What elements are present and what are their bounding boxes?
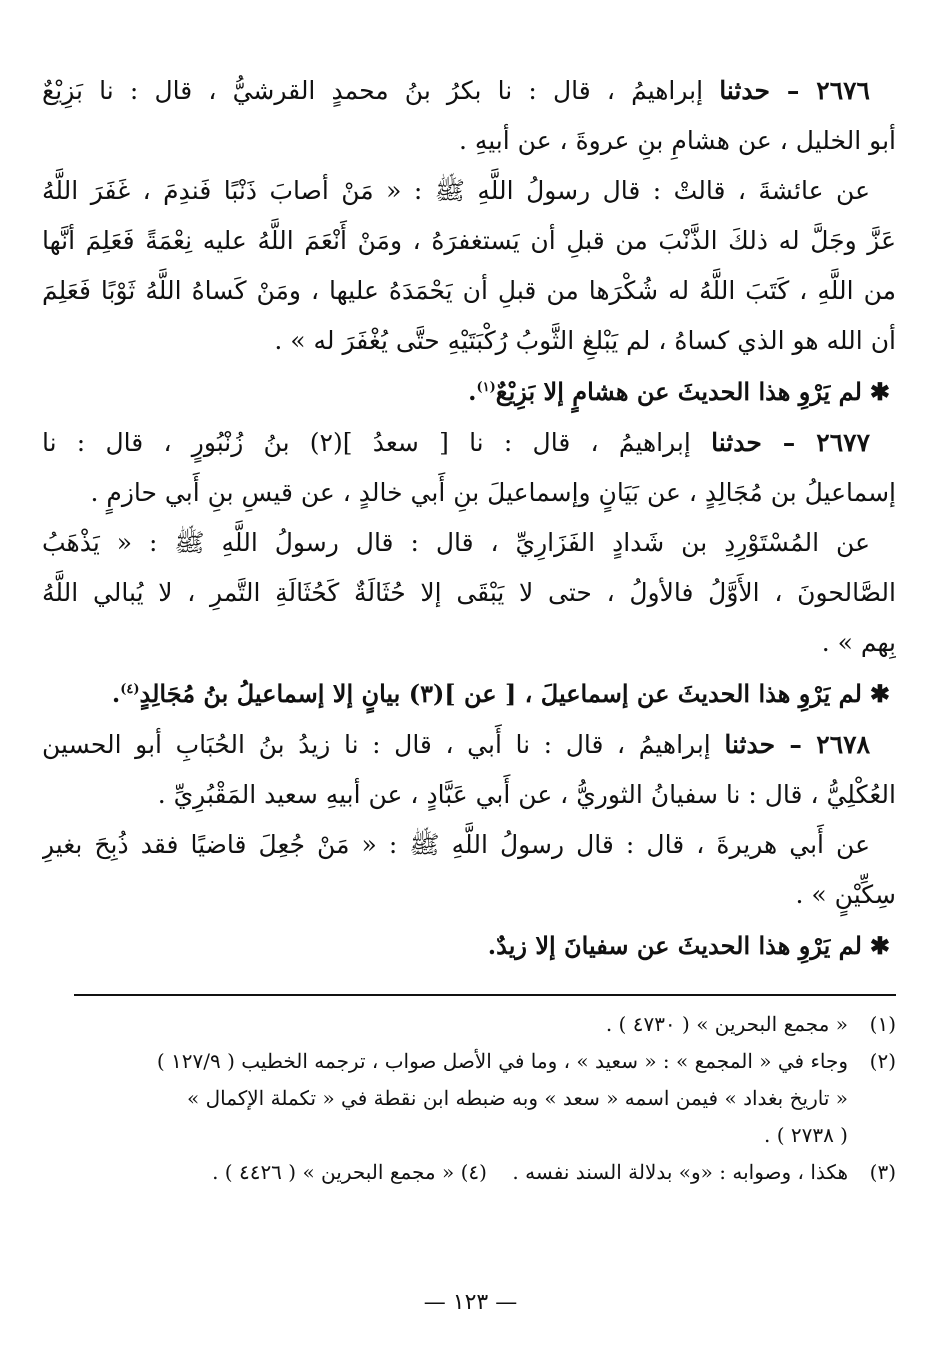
footnote-mark: (٢) (869, 1049, 896, 1073)
page-number: — ١٢٣ — (423, 1290, 518, 1315)
footnotes (42, 1006, 896, 1191)
hadith-line: الصَّالحونَ ، الأَوَّلُ فالأولُ ، حتى لا يَبْقَى إلا حُثَالَةٌ كَحُثَالَةِ التَّمرِ ، لا يُبالي اللَّهُ (42, 578, 896, 607)
footnote-divider (74, 994, 896, 996)
footnote-text: « مجمع البحرين » ( ٤٧٣٠ ) . (605, 1012, 848, 1036)
hadith-2678 (42, 720, 896, 972)
hadith-text: إبراهيمُ ، قال : نا أَبي ، قال : نا زيدُ بنُ الحُبَابِ أبو الحسين (42, 730, 711, 759)
hadith-lead: حدثنا (711, 428, 762, 457)
hadith-lead: حدثنا (724, 730, 776, 759)
hadith-line: عن عائشةَ ، قالتْ : قال رسولُ اللَّهِ ﷺ : « مَنْ أصابَ ذَنْبًا فَندِمَ ، غَفَرَ اللَّهُ (42, 176, 870, 205)
hadith-line: إسماعيلُ بن مُجَالِدٍ ، عن بَيَانٍ وإسماعيلَ بنِ أَبي خالدٍ ، عن قيسِ بنِ أَبي حازمٍ . (90, 478, 896, 507)
note-text: لم يَرْوِ هذا الحديثَ عن سفيانَ إلا زيدٌ (496, 931, 862, 960)
hadith-line: عن أَبي هريرةَ ، قال : قال رسولُ اللَّهِ ﷺ : « مَنْ جُعِلَ قاضيًا فقد ذُبِحَ بغيرِ (42, 830, 870, 859)
hadith-line: عَزَّ وجَلَّ له ذلكَ الذَّنْبَ من قبلِ أن يَستغفرَهُ ، ومَنْ أَنْعَمَ اللَّهُ عليه نِعْمَةً فَعَلِمَ أنَّها (42, 226, 896, 255)
star-icon: ✱ (869, 377, 890, 406)
footnote-3 (42, 1154, 896, 1191)
hadith-line (42, 66, 896, 116)
footnote-1 (42, 1006, 896, 1043)
hadith-line (42, 418, 896, 468)
hadith-lead: حدثنا (719, 76, 770, 105)
footnote-ref: (٤) (120, 682, 140, 697)
hadith-line: من اللَّهِ ، كَتَبَ اللَّهُ له شُكْرَها من قبلِ أن يَحْمَدَهُ عليها ، ومَنْ كَساهُ اللَّهُ ثَوْبًا فَعَلِمَ (42, 276, 896, 305)
hadith-line: سِكِّيْنٍ » . (795, 880, 896, 909)
hadith-note (42, 920, 896, 972)
footnote-text: هكذا ، وصوابه : «و» بدلالة السند نفسه . (512, 1160, 848, 1184)
hadith-note (42, 668, 896, 720)
footnote-text: « مجمع البحرين » ( ٤٤٢٦ ) . (212, 1160, 455, 1184)
hadith-dash: – (775, 730, 817, 759)
note-end: . (468, 377, 477, 406)
note-end: . (111, 679, 121, 708)
hadith-line: العُكْلِيُّ ، قال : نا سفيانُ الثوريُّ ، عن أَبي عَبَّادٍ ، عن أبيهِ سعيد المَقْبُرِيِّ . (157, 780, 896, 809)
hadith-line: عن المُسْتَوْرِدِ بن شَدادٍ الفَزَارِيِّ ، قال : قال رسولُ اللَّهِ ﷺ : « يَذْهَبُ (42, 528, 870, 557)
footnote-2-cont: « تاريخ بغداد » فيمن اسمه « سعد » وبه ضبطه ابن نقطة في « تكملة الإكمال » (186, 1086, 848, 1110)
hadith-number: ٢٦٧٦ (816, 76, 870, 105)
hadith-text: إبراهيمُ ، قال : نا [ سعدُ ](٢) بنُ زُنْبُورٍ ، قال : نا (42, 428, 691, 457)
hadith-2677 (42, 418, 896, 720)
hadith-number: ٢٦٧٧ (816, 428, 870, 457)
star-icon: ✱ (869, 679, 890, 708)
hadith-note (42, 366, 896, 418)
hadith-line: بِهم » . (821, 628, 896, 657)
footnote-text: وجاء في « المجمع » : « سعيد » ، وما في الأصل صواب ، ترجمه الخطيب ( ١٢٧/٩ ) (156, 1049, 848, 1073)
note-end: . (487, 931, 497, 960)
footnote-2 (42, 1043, 896, 1080)
hadith-number: ٢٦٧٨ (816, 730, 870, 759)
hadith-text: إبراهيمُ ، قال : نا بكرُ بنُ محمدٍ القرشيُّ ، قال : نا بَزِيْعٌ (42, 76, 704, 105)
hadith-2676 (42, 66, 896, 418)
hadith-line: أن الله هو الذي كساهُ ، لم يَبْلغِ الثَّوبُ رُكْبَتَيْهِ حتَّى يُغْفَرَ له » . (274, 326, 896, 355)
footnote-ref: (١) (476, 380, 496, 395)
hadith-line (42, 720, 896, 770)
star-icon: ✱ (869, 931, 890, 960)
hadith-dash: – (761, 428, 817, 457)
footnote-mark: (١) (869, 1012, 896, 1036)
note-text: لم يَرْوِ هذا الحديثَ عن إسماعيلَ ، [ عن ](٣) بيانٍ إلا إسماعيلُ بنُ مُجَالِدٍ (139, 679, 862, 708)
footnote-2-cont: ( ٢٧٣٨ ) . (763, 1123, 848, 1147)
footnote-mark: (٣) (869, 1160, 896, 1184)
hadith-dash: – (769, 76, 817, 105)
note-text: لم يَرْوِ هذا الحديثَ عن هشامٍ إلا بَزِيْعٌ (495, 377, 862, 406)
footnote-mark: (٤) (460, 1160, 487, 1184)
hadith-line: أبو الخليل ، عن هشامِ بنِ عروةَ ، عن أبيهِ . (458, 126, 896, 155)
